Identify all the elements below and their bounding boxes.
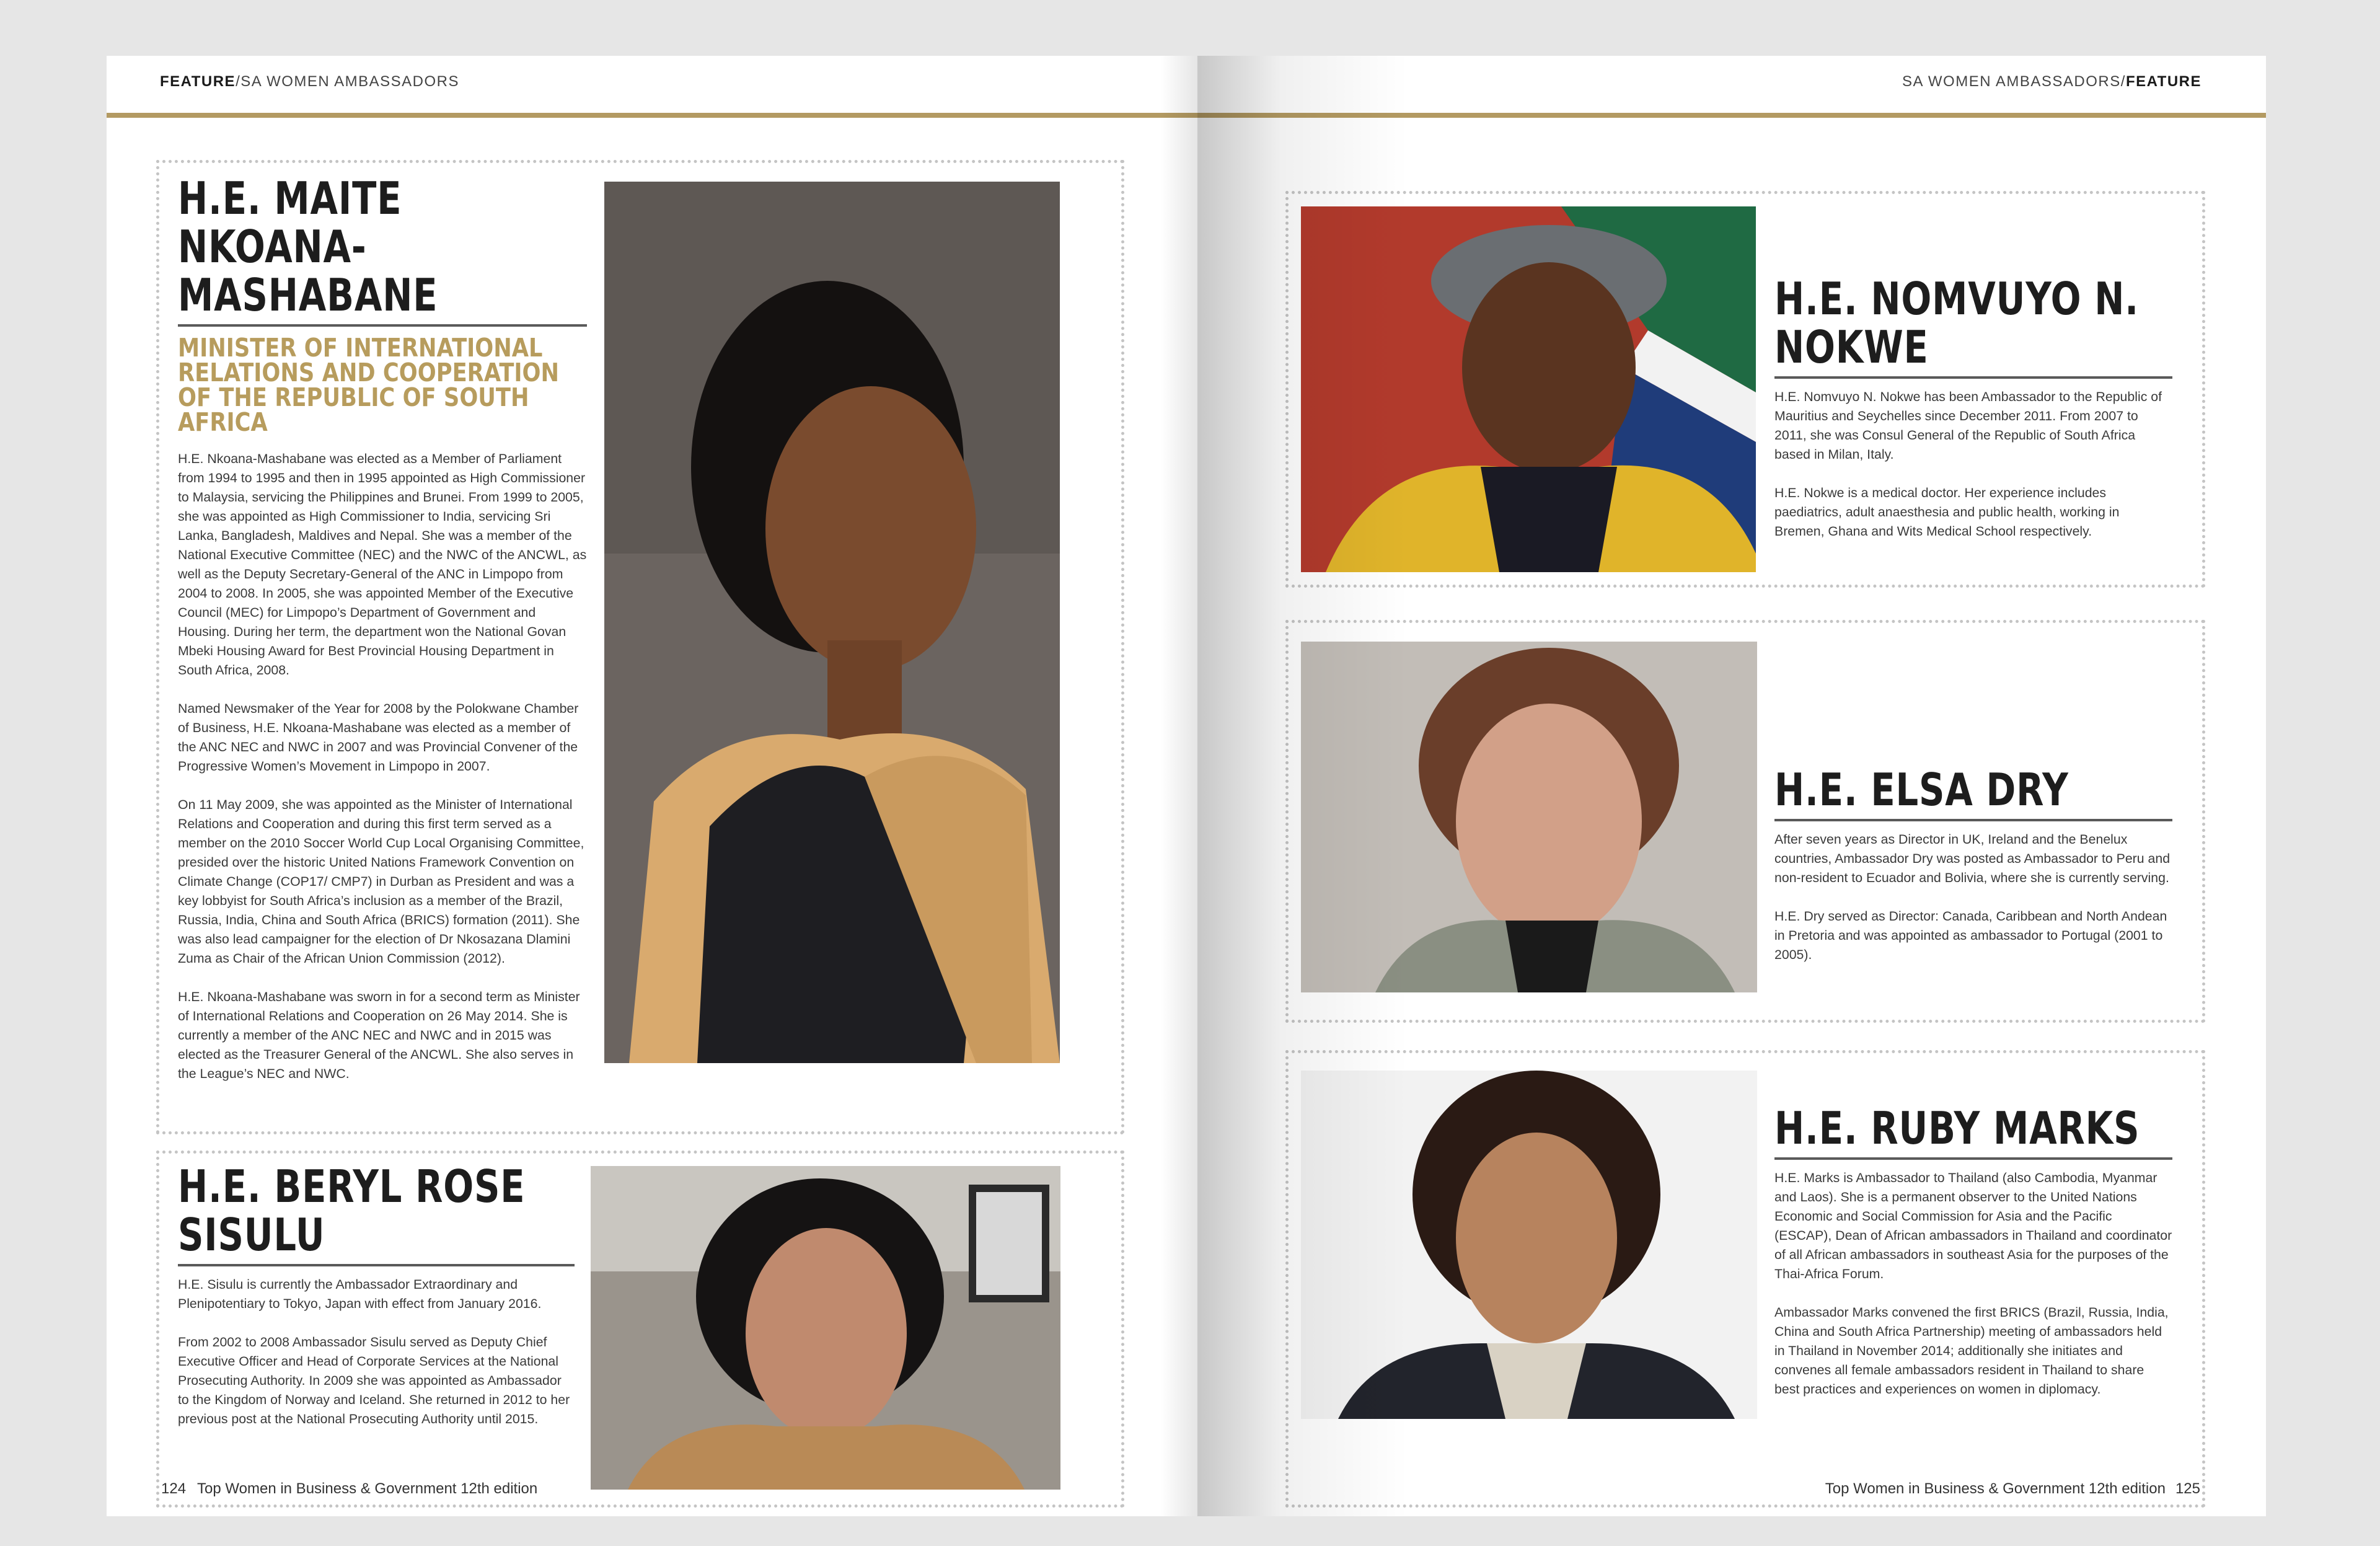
bio-paragraph: H.E. Nkoana-Mashabane was elected as a Member of Parliament from 1994 to 1995 and then in 1995 appointed as High Commissioner to Malaysia, servicing the Philippines and Brunei. From 1999 to 2005, she was appointed as High Commissioner to India, servicing Sri Lanka, Bangladesh, Maldives and Nepal. She was a member of the National Executive Committee (NEC) and the NWC of the ANCWL, as well as the Deputy Secretary-General of the ANC in Limpopo from 2004 to 2008. In 2005, she was appointed Member of the Executive Council (MEC) for Limpopo’s Department of Government and Housing. During her term, the department won the National Govan Mbeki Housing Award for Best Provincial Housing Department in South Africa, 2008. — [178, 451, 587, 678]
profile-card-dry — [1285, 620, 2205, 1023]
portrait-photo-nokwe — [1301, 206, 1756, 572]
portrait-photo-nkoana-mashabane — [604, 182, 1060, 1063]
page-footer-right: Top Women in Business & Government 12th edition 125 — [1825, 1480, 2200, 1497]
page-footer-left: 124 Top Women in Business & Government 12th edition — [161, 1480, 538, 1497]
bio-paragraph: H.E. Nomvuyo N. Nokwe has been Ambassador to the Republic of Mauritius and Seychelles since December 2011. From 2007 to 2011, she was Consul General of the Republic of South Africa based in Milan, Italy. — [1774, 389, 2162, 462]
portrait-photo-marks — [1301, 1071, 1757, 1419]
profile-title: MINISTER OF INTERNATIONAL RELATIONS AND COOPERATION OF THE REPUBLIC OF SOUTH AFRICA — [178, 333, 560, 437]
name-divider — [178, 324, 587, 327]
profile-name: H.E. BERYL ROSE SISULU — [178, 1160, 526, 1261]
name-divider — [1774, 376, 2172, 379]
profile-bio — [178, 449, 587, 1084]
profile-name: H.E. ELSA DRY — [1774, 764, 2069, 816]
profile-bio — [1774, 830, 2172, 965]
bio-paragraph: H.E. Marks is Ambassador to Thailand (also Cambodia, Myanmar and Laos). She is a permanent observer to the United Nations Economic and Social Commission for Asia and the Pacific (ESCAP), Dean of African ambassadors in Thailand and coordinator of all African ambassadors in southeast Asia for the purposes of the Thai-Africa Forum. — [1774, 1170, 2172, 1281]
bio-paragraph: H.E. Nkoana-Mashabane was sworn in for a second term as Minister of International Relations and Cooperation on 26 May 2014. She is currently a member of the ANC NEC and NWC and in 2015 was elected as the Treasurer General of the ANCWL. She also serves in the League’s NEC and NWC. — [178, 989, 580, 1081]
profile-card-marks — [1285, 1050, 2205, 1508]
portrait-photo-dry — [1301, 642, 1757, 992]
profile-name: H.E. NOMVUYO N. NOKWE — [1774, 273, 2139, 373]
profile-card-sisulu — [156, 1151, 1124, 1508]
profile-card-nokwe — [1285, 191, 2205, 588]
left-page — [107, 56, 1197, 1516]
name-divider — [1774, 1157, 2172, 1160]
profile-card-nkoana-mashabane — [156, 160, 1124, 1134]
portrait-photo-sisulu — [591, 1166, 1060, 1490]
profile-bio — [1774, 387, 2172, 541]
bio-paragraph: On 11 May 2009, she was appointed as the Minister of International Relations and Cooperation and during this first term served as a member on the 2010 Soccer World Cup Local Organising Committee, presided over the historic United Nations Framework Convention on Climate Change (COP17/ CMP7) in Durban as President and was a key lobbyist for South Africa’s inclusion as a member of the Brazil, Russia, India, China and South Africa (BRICS) formation (2011). She was also lead campaigner for the election of Dr Nkosazana Dlamini Zuma as Chair of the African Union Commission (2012). — [178, 797, 584, 966]
profile-bio — [1774, 1168, 2172, 1399]
bio-paragraph: From 2002 to 2008 Ambassador Sisulu served as Deputy Chief Executive Officer and Head of Corporate Services at the National Prosecuting Authority. In 2009 she was appointed as Ambassador to the Kingdom of Norway and Iceland. She returned in 2012 to her previous post at the National Prosecuting Authority until 2015. — [178, 1335, 570, 1426]
bio-paragraph: Named Newsmaker of the Year for 2008 by the Polokwane Chamber of Business, H.E. Nkoana-Mashabane was elected as a member of the ANC NEC and NWC in 2007 and was Provincial Convener of the Progressive Women’s Movement in Limpopo in 2007. — [178, 701, 579, 774]
profile-bio — [178, 1275, 575, 1429]
name-divider — [178, 1264, 575, 1266]
page-header-right: SA WOMEN AMBASSADORS/FEATURE — [1902, 73, 2202, 90]
profile-name: H.E. RUBY MARKS — [1774, 1102, 2140, 1154]
bio-paragraph: Ambassador Marks convened the first BRICS (Brazil, Russia, India, China and South Africa Partnership) meeting of ambassadors held in Thailand in November 2014; additionally she initiates and convenes all female ambassadors resident in Thailand to share best practices and experiences on women in diplomacy. — [1774, 1305, 2169, 1397]
name-divider — [1774, 819, 2172, 821]
right-page — [1197, 56, 2266, 1516]
bio-paragraph: H.E. Dry served as Director: Canada, Caribbean and North Andean in Pretoria and was appointed as ambassador to Portugal (2001 to 2005). — [1774, 909, 2167, 962]
page-header-left: FEATURE/SA WOMEN AMBASSADORS — [160, 73, 459, 90]
bio-paragraph: H.E. Sisulu is currently the Ambassador Extraordinary and Plenipotentiary to Tokyo, Japan with effect from January 2016. — [178, 1277, 542, 1311]
profile-name: H.E. MAITE NKOANA-MASHABANE — [178, 172, 438, 321]
header-rule — [107, 113, 1197, 118]
bio-paragraph: H.E. Nokwe is a medical doctor. Her experience includes paediatrics, adult anaesthesia and public health, working in Bremen, Ghana and Wits Medical School respectively. — [1774, 485, 2120, 539]
header-rule — [1197, 113, 2266, 118]
bio-paragraph: After seven years as Director in UK, Ireland and the Benelux countries, Ambassador Dry was posted as Ambassador to Peru and non-resident to Ecuador and Bolivia, where she is currently serving. — [1774, 832, 2171, 885]
